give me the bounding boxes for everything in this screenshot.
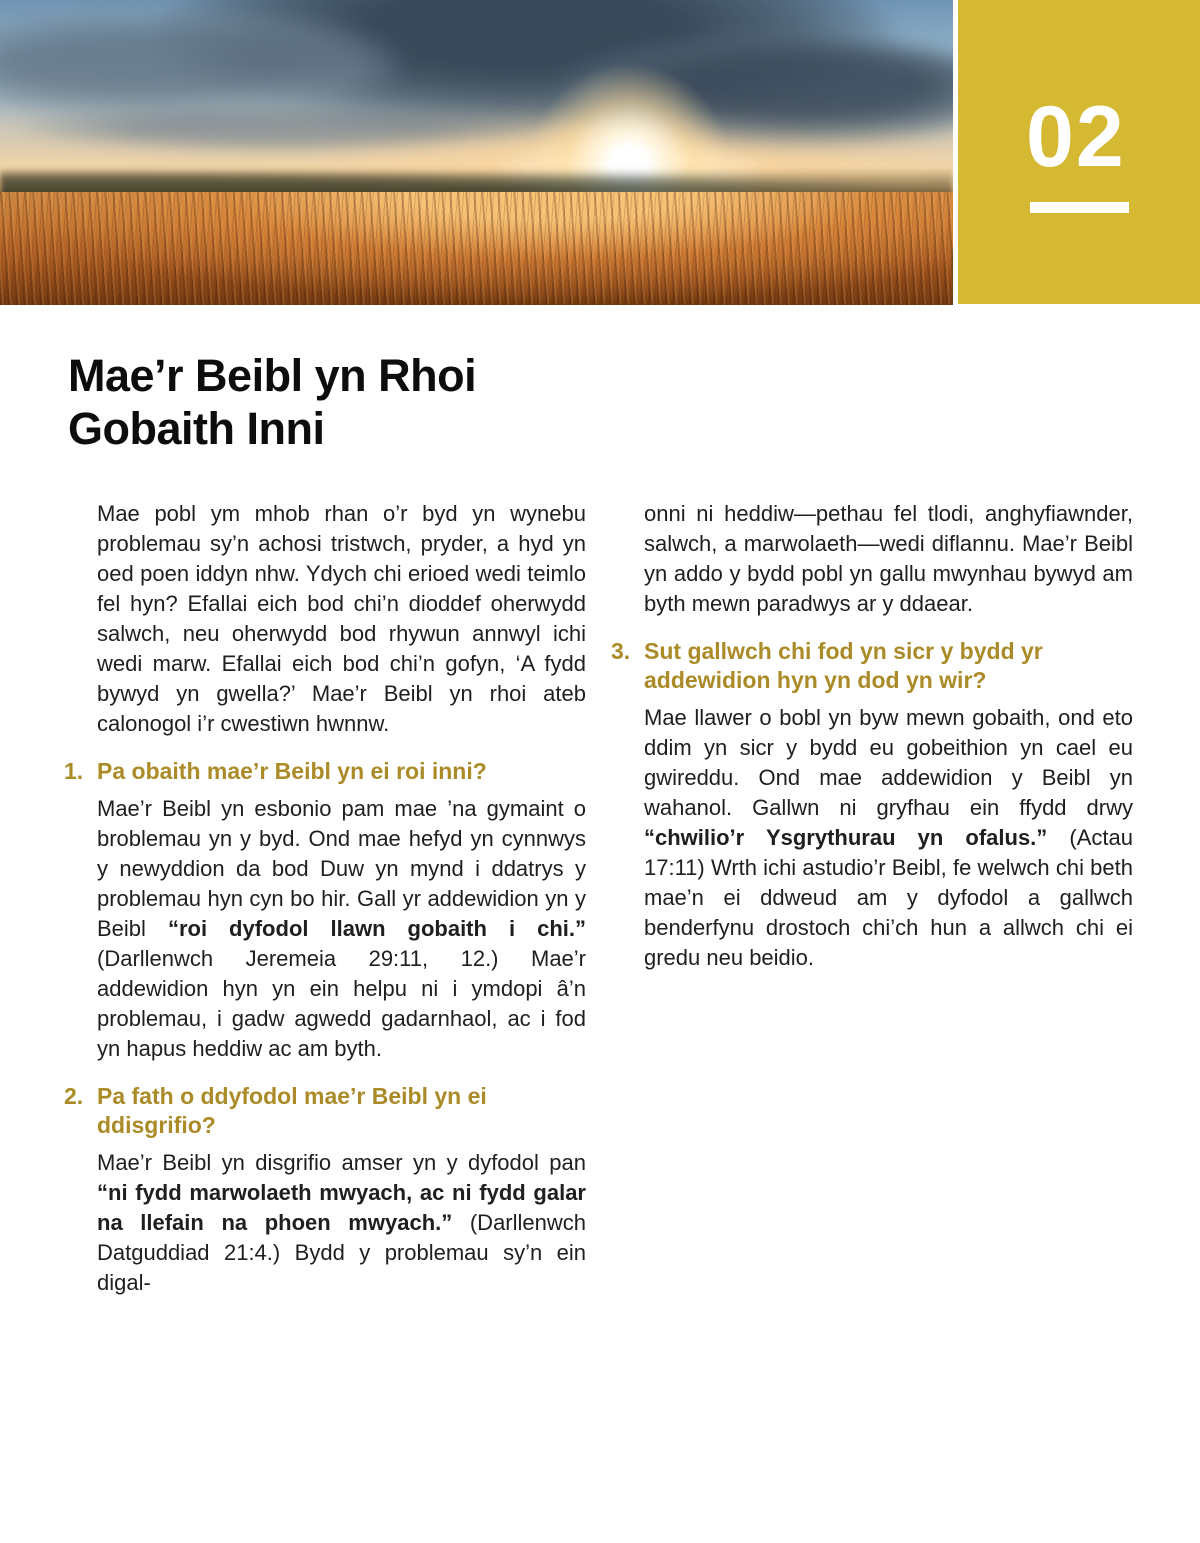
text-segment: (Darllenwch Jeremeia 29:11, 12.) Mae’r addewidion hyn yn ein helpu ni i ymdopi â’n problemau, i gadw agwedd gadarnhaol, ac i fod yn hapus heddiw ac am byth. xyxy=(97,946,586,1061)
hero-header xyxy=(0,0,1200,305)
page-title-line-1: Mae’r Beibl yn Rhoi xyxy=(68,350,477,401)
text-segment: (Darllenwch Datguddiad 21:4.) Bydd y problemau sy’n ein digal- xyxy=(97,1210,586,1295)
bold-scripture-quote: “chwilio’r Ysgrythurau yn ofalus.” xyxy=(644,825,1048,850)
question-2-paragraph xyxy=(97,1148,586,1298)
article-body xyxy=(0,305,1200,1298)
bold-scripture-quote: “ni fydd marwolaeth mwyach, ac ni fydd galar na llefain na phoen mwyach.” xyxy=(97,1180,586,1235)
left-column xyxy=(64,499,586,1298)
intro-paragraph xyxy=(97,499,586,739)
wheat-field-sunset-photo xyxy=(0,0,953,305)
chapter-number: 02 xyxy=(1026,89,1126,185)
question-2-text: Pa fath o ddyfodol mae’r Beibl yn ei ddisgrifio? xyxy=(97,1083,487,1138)
question-3-number: 3. xyxy=(611,638,631,664)
question-3-text: Sut gallwch chi fod yn sicr y bydd yr addewidion hyn yn dod yn wir? xyxy=(644,638,1043,693)
question-1-heading xyxy=(64,757,586,786)
question-1-number: 1. xyxy=(64,758,84,784)
question-1-text: Pa obaith mae’r Beibl yn ei roi inni? xyxy=(97,758,487,784)
text-segment: (Actau 17:11) Wrth ichi astudio’r Beibl, fe welwch chi beth mae’n ei ddweud am y dyfodol a gallwch benderfynu drostoch chi’ch hun a allwch chi ei gredu neu beidio. xyxy=(644,825,1133,970)
question-3-section xyxy=(611,637,1133,973)
question-1-section xyxy=(64,757,586,1064)
question-3-paragraph xyxy=(644,703,1133,973)
text-segment: Mae’r Beibl yn esbonio pam mae ’na gymaint o broblemau yn y byd. Ond mae hefyd yn cynnwys y newyddion da bod Duw yn mynd i ddatrys y problemau hyn cyn bo hir. Gall yr addewidion yn y Beibl xyxy=(97,796,586,941)
right-column xyxy=(611,499,1133,1298)
text-segment: Mae llawer o bobl yn byw mewn gobaith, ond eto ddim yn sicr y bydd eu gobeithion yn cael eu gwireddu. Ond mae addewidion y Beibl yn wahanol. Gallwn ni gryfhau ein ffydd drwy xyxy=(644,705,1133,820)
question-3-heading xyxy=(611,637,1133,695)
bold-scripture-quote: “roi dyfodol llawn gobaith i chi.” xyxy=(167,916,586,941)
wheat-field xyxy=(0,192,953,305)
continuation-paragraph xyxy=(644,499,1133,619)
question-2-section xyxy=(64,1082,586,1298)
question-2-heading xyxy=(64,1082,586,1140)
text-segment: Mae pobl ym mhob rhan o’r byd yn wynebu problemau sy’n achosi tristwch, pryder, a hyd yn oed poen iddyn nhw. Ydych chi erioed wedi teimlo fel hyn? Efallai eich bod chi’n dioddef oherwydd salwch, neu oherwydd bod rhywun annwyl ichi wedi marw. Efallai eich bod chi’n gofyn, ‘A fydd bywyd yn gwella?’ Mae’r Beibl yn rhoi ateb calonogol i’r cwestiwn hwnnw. xyxy=(97,501,586,736)
text-segment: onni ni heddiw—pethau fel tlodi, anghyfiawnder, salwch, a marwolaeth—wedi diflannu. Mae’r Beibl yn addo y bydd pobl yn gallu mwynhau bywyd am byth mewn paradwys ar y ddaear. xyxy=(644,501,1133,616)
page-title xyxy=(68,349,1133,455)
chapter-number-badge xyxy=(958,0,1200,304)
page-title-line-2: Gobaith Inni xyxy=(68,403,325,454)
question-2-number: 2. xyxy=(64,1083,84,1109)
cloud-shape xyxy=(19,104,543,153)
chapter-underline xyxy=(1030,202,1129,213)
text-segment: Mae’r Beibl yn disgrifio amser yn y dyfodol pan xyxy=(97,1150,586,1175)
question-1-paragraph xyxy=(97,794,586,1064)
two-column-text xyxy=(64,499,1133,1298)
